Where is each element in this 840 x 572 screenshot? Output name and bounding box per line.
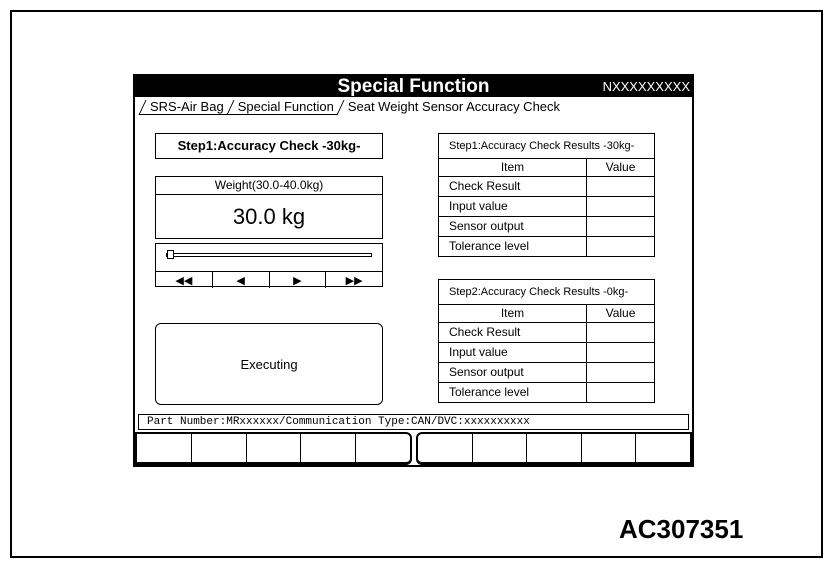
slider-nav [156,271,382,288]
row-item: Input value [439,197,587,216]
table-row [439,363,654,383]
window-title: Special Function [337,76,490,97]
title-bar [135,76,692,97]
function-key-3[interactable] [247,434,302,462]
function-key-8[interactable] [527,434,582,462]
table-row [439,237,654,256]
slider-track[interactable] [166,253,372,257]
fast-forward-button[interactable] [326,272,382,288]
fast-back-icon: ◀◀ [175,274,193,287]
results-title: Step1:Accuracy Check Results -30kg- [439,134,654,159]
weight-display [155,176,383,239]
breadcrumb [139,99,563,115]
results-header [439,305,654,323]
row-value [587,363,654,382]
execution-status: Executing [155,323,383,405]
header-item: Item [439,159,587,176]
row-value [587,383,654,402]
breadcrumb-srs-air-bag[interactable]: SRS-Air Bag [139,99,227,115]
weight-label: Weight(30.0-40.0kg) [156,177,382,195]
header-value: Value [605,160,636,174]
row-item: Input value [439,343,587,362]
step-forward-button[interactable] [270,272,327,288]
step-back-button[interactable] [213,272,270,288]
table-row [439,197,654,217]
weight-value: 30.0 kg [232,204,306,229]
table-row [439,323,654,343]
function-keys-right [416,432,692,465]
slider-thumb[interactable] [167,250,174,259]
weight-slider-panel [155,243,383,287]
table-row [439,383,654,402]
row-value [587,343,654,362]
step-label: Step1:Accuracy Check -30kg- [155,133,383,159]
row-item: Check Result [439,323,587,342]
status-bar: Part Number:MRxxxxxx/Communication Type:CAN/DVC:xxxxxxxxxx [138,414,689,430]
results-header [439,159,654,177]
function-key-9[interactable] [582,434,637,462]
row-value [587,177,654,196]
figure-code: AC307351 [619,514,744,544]
forward-icon: ▶ [293,274,302,287]
function-keys-left [135,432,412,465]
table-row [439,343,654,363]
breadcrumb-special-function[interactable]: Special Function [227,99,337,115]
row-item: Check Result [439,177,587,196]
row-value [587,323,654,342]
table-row [439,177,654,197]
step1-results-table [438,133,655,257]
row-value [587,197,654,216]
diagnostic-screen [133,74,694,467]
row-item: Tolerance level [439,383,587,402]
header-item: Item [439,305,587,322]
function-key-1[interactable] [137,434,192,462]
fast-back-button[interactable] [156,272,213,288]
function-key-4[interactable] [301,434,356,462]
results-title: Step2:Accuracy Check Results -0kg- [439,280,654,305]
function-key-5[interactable] [356,434,410,462]
function-key-2[interactable] [192,434,247,462]
function-key-6[interactable] [418,434,473,462]
row-item: Tolerance level [439,237,587,256]
row-value [587,237,654,256]
row-value [587,217,654,236]
back-icon: ◀ [236,274,245,287]
breadcrumb-seat-weight-check: Seat Weight Sensor Accuracy Check [337,99,563,114]
function-key-7[interactable] [473,434,528,462]
header-value: Value [605,306,636,320]
fast-forward-icon: ▶▶ [345,274,363,287]
table-row [439,217,654,237]
function-key-10[interactable] [636,434,690,462]
row-item: Sensor output [439,217,587,236]
step2-results-table [438,279,655,403]
row-item: Sensor output [439,363,587,382]
window-code: NXXXXXXXXX [602,79,690,94]
